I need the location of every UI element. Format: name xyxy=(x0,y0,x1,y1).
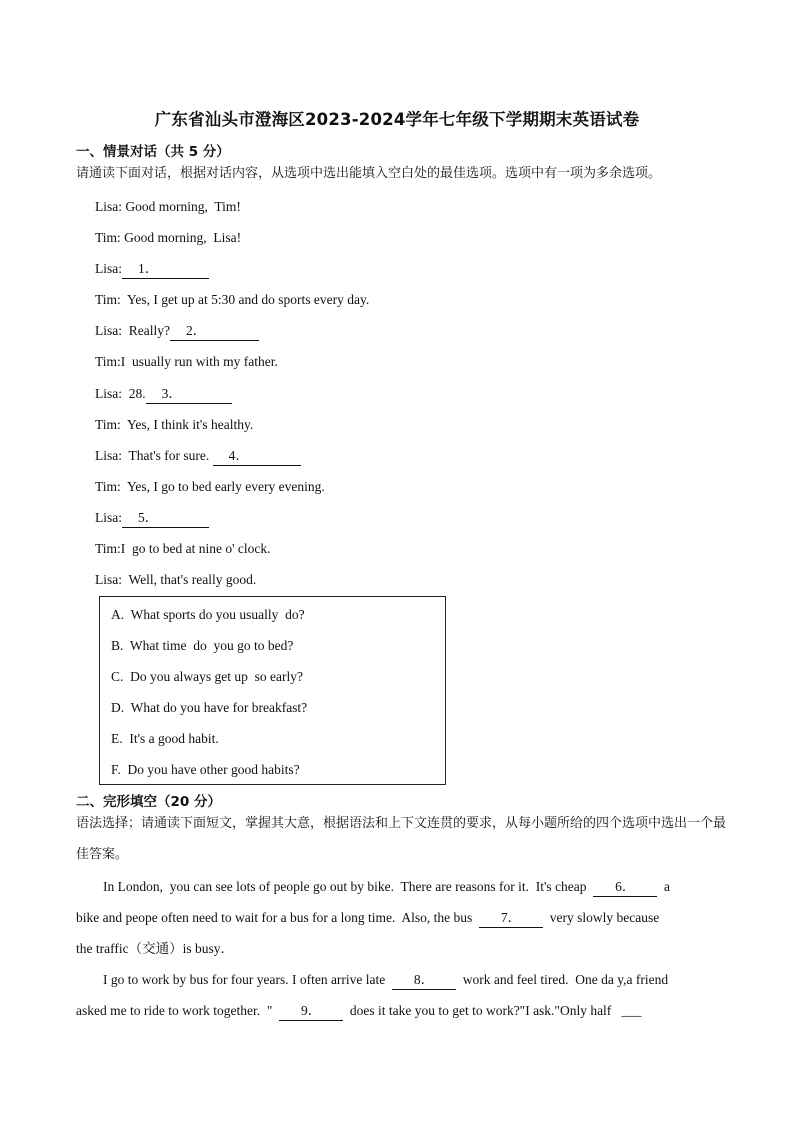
option-b: B. What time do you go to bed? xyxy=(111,638,294,654)
passage-text: asked me to ride to work together. " xyxy=(76,1003,280,1018)
dialogue-line xyxy=(95,226,369,257)
dialogue-text: Lisa: 28. xyxy=(95,385,146,401)
answer-blank-5[interactable]: 5． xyxy=(122,509,209,528)
answer-blank-8[interactable]: 8． xyxy=(392,971,456,990)
dialogue-text: Tim: Yes, I go to bed early every evening. xyxy=(95,478,325,494)
option-e: E. It's a good habit. xyxy=(111,731,219,747)
dialogue-text: Tim:I usually run with my father. xyxy=(95,354,278,370)
option-d: D. What do you have for breakfast? xyxy=(111,700,308,716)
dialogue-line xyxy=(95,537,369,568)
dialogue-text: Lisa: Well, that's really good. xyxy=(95,572,257,588)
section-instruction-cloze: 语法选择；请通读下面短文，掌握其大意，根据语法和上下文连贯的要求，从每小题所给的四个选项中选出一个最佳答案。 xyxy=(76,816,727,862)
dialogue-line xyxy=(95,413,369,444)
dialogue-text: Lisa: Really? xyxy=(95,323,170,339)
passage-text: a xyxy=(657,879,671,894)
passage-line xyxy=(76,876,716,907)
dialogue-line xyxy=(95,195,369,226)
answer-blank-2[interactable]: 2． xyxy=(170,322,259,341)
page-title: 广东省汕头市澄海区2023-2024学年七年级下学期期末英语试卷 xyxy=(154,110,640,129)
options-box xyxy=(99,596,446,785)
answer-blank-9[interactable]: 9． xyxy=(279,1002,343,1021)
dialogue-text: Lisa: Good morning, Tim! xyxy=(95,199,241,214)
dialogue-line xyxy=(95,568,369,599)
option-f: F. Do you have other good habits? xyxy=(111,762,300,778)
passage-line xyxy=(76,1000,716,1031)
dialogue-line xyxy=(95,382,369,413)
section-instruction-dialogue: 请通读下面对话，根据对话内容，从选项中选出能填入空白处的最佳选项。选项中有一项为多余选项。 xyxy=(76,166,662,181)
dialogue-text: Tim:I go to bed at nine o' clock. xyxy=(95,541,271,557)
cloze-passage xyxy=(76,876,716,1031)
passage-text: bike and peope often need to wait for a bus for a long time. Also, the bus xyxy=(76,910,480,925)
dialogue-text: Tim: Yes, I think it's healthy. xyxy=(95,416,254,432)
option-a: A. What sports do you usually do? xyxy=(111,607,305,622)
dialogue-line xyxy=(95,506,369,537)
answer-blank-7[interactable]: 7． xyxy=(479,909,543,928)
dialogue-line xyxy=(95,257,369,288)
passage-line xyxy=(76,907,716,938)
passage-text: does it take you to get to work?"I ask."Only half ___ xyxy=(343,1003,642,1018)
passage-text: In London, you can see lots of people go out by bike. There are reasons for it. It's cheap xyxy=(103,879,594,894)
passage-text: I go to work by bus for four years. I often arrive late xyxy=(103,972,393,987)
dialogue-line xyxy=(95,475,369,506)
answer-blank-1[interactable]: 1． xyxy=(122,260,209,279)
dialogue-line xyxy=(95,444,369,475)
dialogue-text: Lisa: xyxy=(95,261,122,277)
dialogue-line xyxy=(95,350,369,381)
dialogue-text: Lisa: xyxy=(95,509,122,525)
passage-line xyxy=(76,969,716,1000)
passage-text: the traffic（交通）is busy． xyxy=(76,941,234,956)
dialogue-line xyxy=(95,319,369,350)
passage-text: very slowly because xyxy=(543,910,660,925)
dialogue-text: Lisa: That's for sure. xyxy=(95,447,213,463)
dialogue-line xyxy=(95,288,369,319)
answer-blank-3[interactable]: 3． xyxy=(146,385,232,404)
answer-blank-4[interactable]: 4． xyxy=(213,447,301,466)
option-c: C. Do you always get up so early? xyxy=(111,669,303,685)
passage-text: work and feel tired. One da y,a friend xyxy=(456,972,669,987)
answer-blank-6[interactable]: 6． xyxy=(593,878,657,897)
dialogue-text: Tim: Yes, I get up at 5:30 and do sports every day. xyxy=(95,292,370,308)
passage-line xyxy=(76,938,716,969)
dialogue-text: Tim: Good morning, Lisa! xyxy=(95,230,242,246)
section-heading-cloze: 二、完形填空（20 分） xyxy=(76,794,221,810)
dialogue xyxy=(95,195,369,599)
section-heading-dialogue: 一、情景对话（共 5 分） xyxy=(76,144,230,160)
